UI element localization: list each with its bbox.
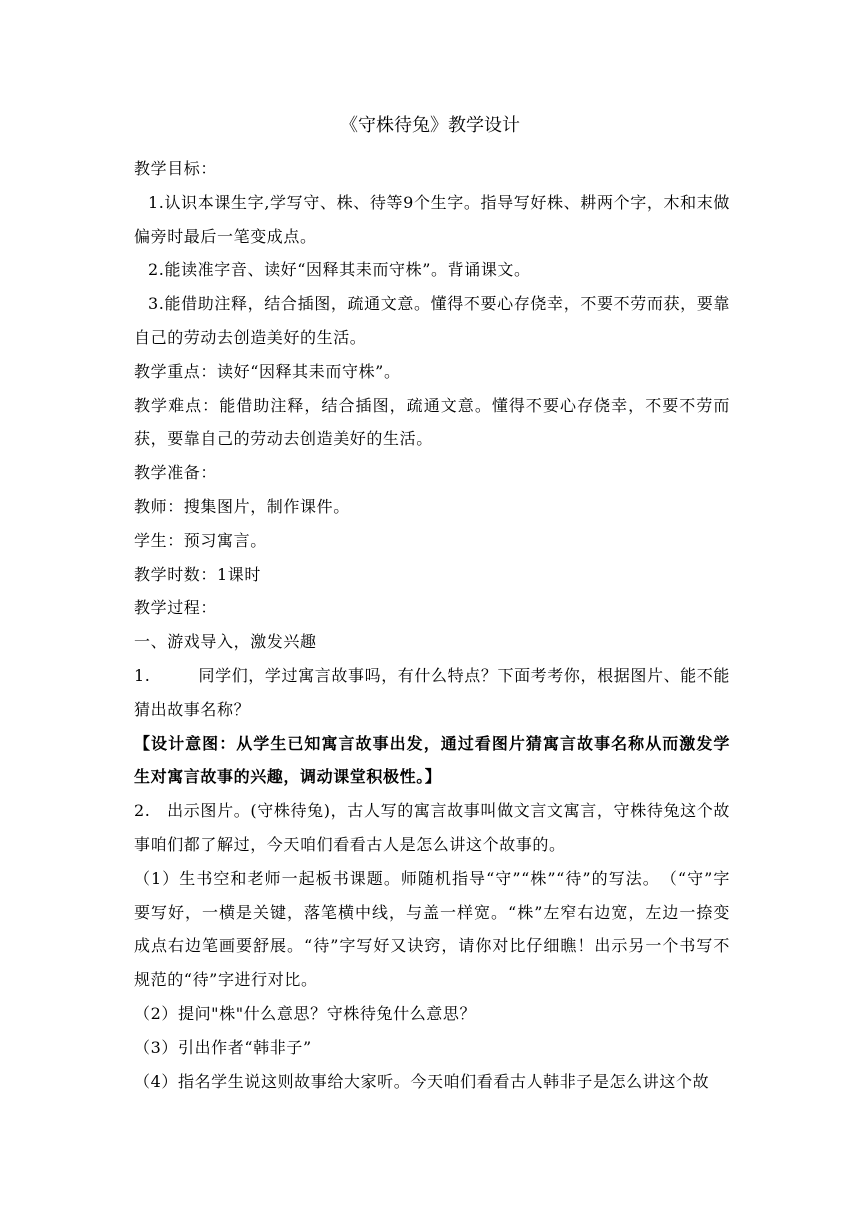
sub-step-4: （4）指名学生说这则故事给大家听。今天咱们看看古人韩非子是怎么讲这个故: [134, 1071, 710, 1091]
step-1-number: 1.: [134, 665, 151, 685]
document-title: 《守株待兔》教学设计: [340, 115, 520, 136]
sub-step-2: （2）提问"株"什么意思？守株待兔什么意思？: [134, 1003, 477, 1023]
process-heading: 教学过程：: [134, 598, 218, 618]
step-1: [134, 659, 730, 727]
objective-3: 3.能借助注释，结合插图，疏通文意。懂得不要心存侥幸，不要不劳而获，要靠自己的劳动去创造美好的生活。: [134, 294, 730, 347]
objectives-heading: 教学目标：: [134, 159, 218, 178]
sub-step-3: （3）引出作者“韩非子”: [134, 1037, 312, 1057]
preparation-heading: 教学准备：: [134, 463, 218, 483]
class-hours: 教学时数：1课时: [134, 564, 261, 584]
design-intent: 【设计意图：从学生已知寓言故事出发，通过看图片猜寓言故事名称从而激发学生对寓言故事的兴趣，调动课堂积极性。】: [134, 733, 730, 787]
key-point: 教学重点：读好“因释其耒而守株”。: [134, 361, 401, 381]
objective-1: 1.认识本课生字,学写守、株、待等9个生字。指导写好株、耕两个字，木和末做偏旁时最后一笔变成点。: [134, 192, 730, 246]
section-1-heading: 一、游戏导入，激发兴趣: [134, 632, 317, 652]
student-preparation: 学生：预习寓言。: [134, 530, 267, 550]
sub-step-1: （1）生书空和老师一起板书课题。师随机指导“守”“株”“待”的写法。 （“守”字要写好，一横是关键，落笔横中线，与盖一样宽。“株”左窄右边宽，左边一捺变成点右边笔画要舒展。“待”字写好又诀窍，请你对比仔细瞧！出示另一个书写不规范的“待”字进行对比。: [134, 868, 730, 990]
document-body: [134, 152, 730, 1098]
objective-2: 2.能读准字音、读好“因释其耒而守株”。背诵课文。: [148, 260, 531, 280]
step-2: 2. 出示图片。(守株待兔)，古人写的寓言故事叫做文言文寓言，守株待兔这个故事咱们都了解过，今天咱们看看古人是怎么讲这个故事的。: [134, 801, 730, 854]
teacher-preparation: 教师：搜集图片，制作课件。: [134, 496, 350, 516]
step-1-text: 同学们，学过寓言故事吗，有什么特点？下面考考你，根据图片、能不能猜出故事名称？: [134, 665, 730, 719]
difficult-point: 教学难点：能借助注释，结合插图，疏通文意。懂得不要心存侥幸，不要不劳而获，要靠自己的劳动去创造美好的生活。: [134, 395, 730, 449]
